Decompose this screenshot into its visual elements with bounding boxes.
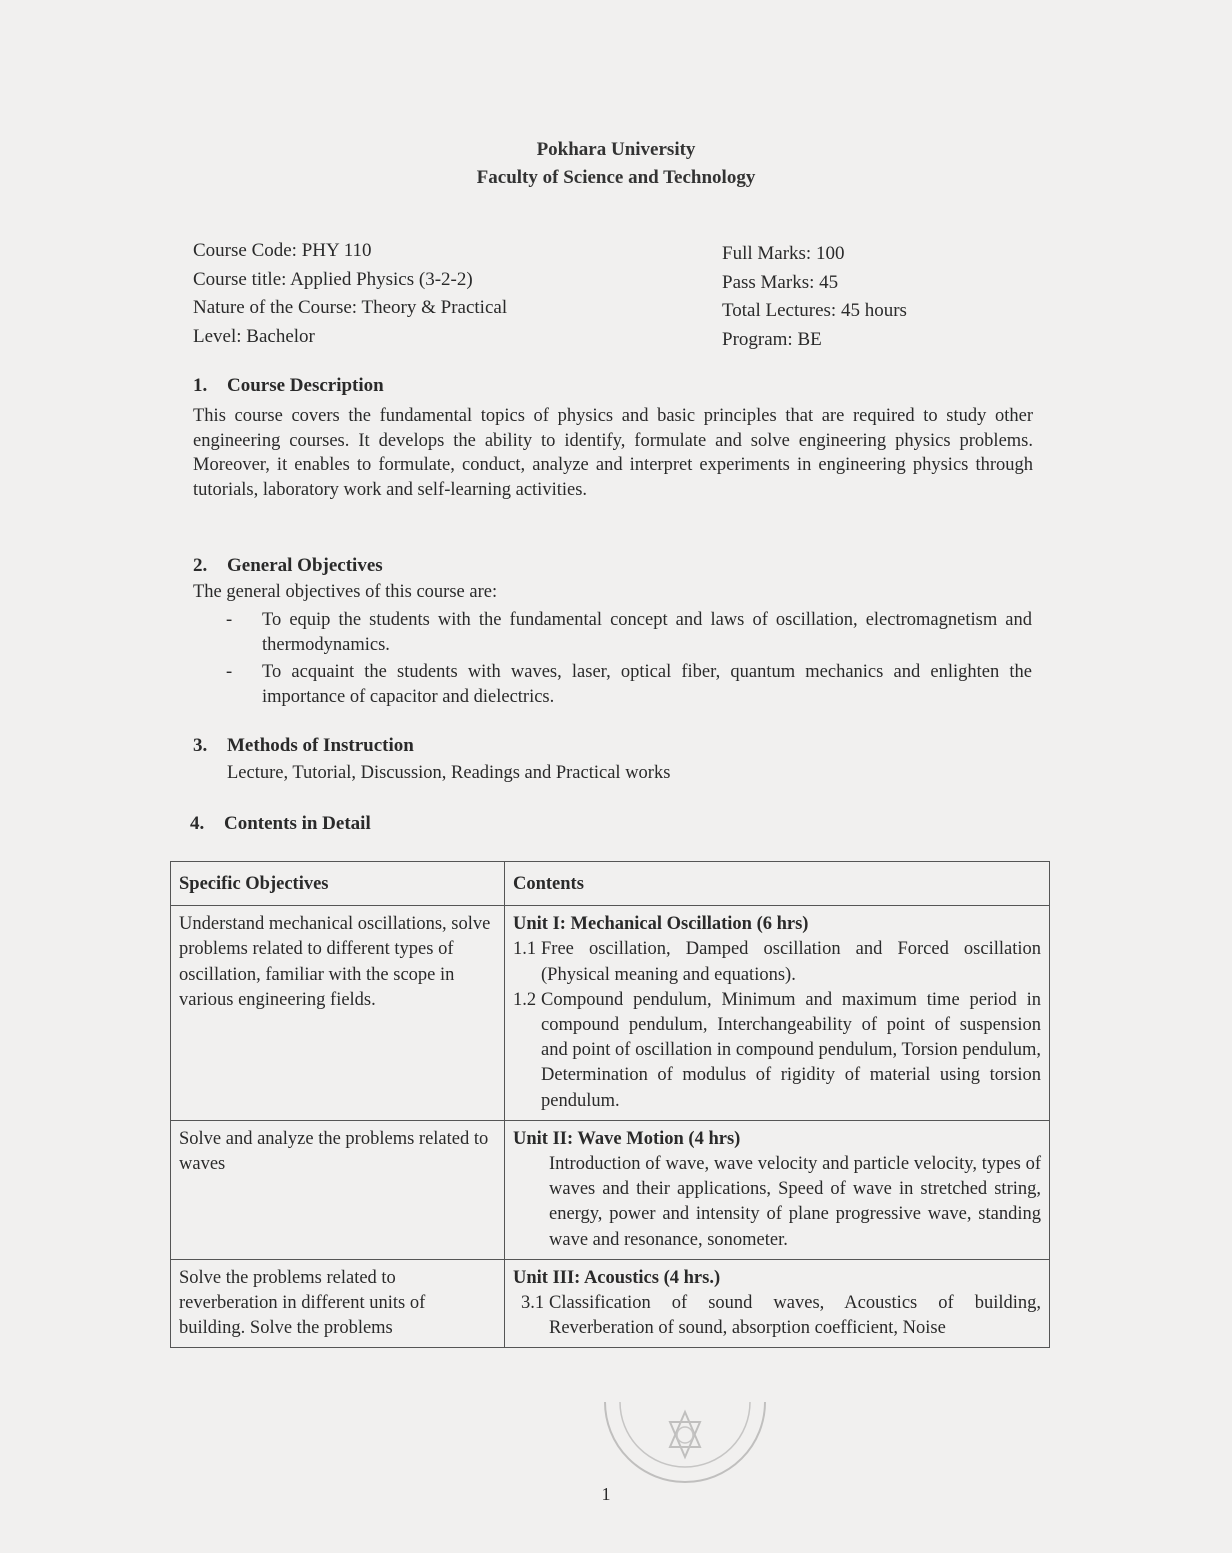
item-number: 1.1	[513, 939, 537, 960]
contents-cell	[505, 1120, 1050, 1259]
section-title: Course Description	[227, 375, 384, 396]
column-header-objectives: Specific Objectives	[171, 862, 505, 906]
section-number: 3.	[193, 735, 208, 756]
content-item	[513, 937, 1041, 987]
unit-title: Unit II: Wave Motion (4 hrs)	[513, 1128, 741, 1149]
item-text: Classification of sound waves, Acoustics of building, Reverberation of sound, absorption coefficient, Noise	[549, 1293, 1041, 1339]
content-item	[513, 988, 1041, 1114]
table-row	[171, 1259, 1050, 1348]
contents-table	[170, 861, 1050, 1348]
contents-cell	[505, 906, 1050, 1121]
item-number: 1.2	[513, 989, 537, 1010]
contents-heading	[190, 813, 371, 835]
section-number: 1.	[193, 375, 208, 396]
course-description-heading	[193, 375, 384, 397]
bullet-marker: -	[226, 610, 233, 630]
item-text: Free oscillation, Damped oscillation and Forced oscillation (Physical meaning and equations).	[541, 939, 1041, 985]
item-text: Compound pendulum, Minimum and maximum time period in compound pendulum, Interchangeability of point of suspension and point of oscillation in compound pendulum, Torsion pendulum, Determination of modulus of rigidity of material using torsion pendulum.	[541, 989, 1041, 1111]
table-row	[171, 906, 1050, 1121]
course-level: Level: Bachelor	[193, 325, 315, 347]
full-marks: Full Marks: 100	[722, 243, 845, 264]
objectives-list	[222, 608, 1032, 712]
general-objectives-heading	[193, 555, 383, 577]
section-number: 4.	[190, 813, 205, 834]
objective-text-content: Solve the problems related to reverberation in different units of building. Solve the problems	[179, 1267, 426, 1339]
document-header	[0, 136, 1232, 192]
unit-title: Unit I: Mechanical Oscillation (6 hrs)	[513, 914, 809, 935]
section-number: 2.	[193, 555, 208, 576]
table-header-row	[171, 862, 1050, 906]
university-name: Pokhara University	[536, 139, 696, 160]
methods-text: Lecture, Tutorial, Discussion, Readings and Practical works	[227, 763, 671, 783]
course-code: Course Code: PHY 110	[193, 240, 372, 261]
objective-text	[179, 1266, 496, 1339]
course-info-left	[193, 237, 507, 351]
content-item	[513, 1291, 1041, 1341]
course-nature: Nature of the Course: Theory & Practical	[193, 297, 508, 318]
total-lectures: Total Lectures: 45 hours	[722, 300, 907, 321]
unit-text: Introduction of wave, wave velocity and particle velocity, types of waves and their applications, Speed of wave in stretched string, energy, power and intensity of plane progressive wave, standing wave and resonance, sonometer.	[549, 1154, 1041, 1250]
course-title: Course title: Applied Physics (3-2-2)	[193, 268, 473, 290]
list-item	[222, 608, 1032, 657]
item-number: 3.1	[521, 1293, 545, 1314]
section-title: Methods of Instruction	[227, 735, 414, 756]
list-item	[222, 660, 1032, 709]
column-header-contents: Contents	[505, 862, 1050, 906]
page-number: 1	[601, 1484, 611, 1504]
faculty-name: Faculty of Science and Technology	[476, 167, 756, 188]
university-seal-stamp	[600, 1402, 770, 1482]
objective-cell: Solve and analyze the problems related to waves	[171, 1120, 505, 1259]
objective-text: To equip the students with the fundamental concept and laws of oscillation, electromagnetism and thermodynamics.	[262, 610, 1032, 655]
pass-marks: Pass Marks: 45	[722, 271, 839, 293]
objective-cell: Understand mechanical oscillations, solve problems related to different types of oscillation, familiar with the scope in various engineering fields.	[171, 906, 505, 1121]
bullet-marker: -	[226, 662, 233, 682]
course-description-text: This course covers the fundamental topics of physics and basic principles that are required to study other engineering courses. It develops the ability to identify, formulate and solve engineering physics problems. Moreover, it enables to formulate, conduct, analyze and interpret experiments in engineering physics through tutorials, laboratory work and self-learning activities.	[193, 406, 1033, 500]
methods-heading	[193, 735, 414, 757]
table-row	[171, 1120, 1050, 1259]
objective-cell	[171, 1259, 505, 1348]
objectives-intro: The general objectives of this course are:	[193, 582, 498, 602]
objective-text: To acquaint the students with waves, laser, optical fiber, quantum mechanics and enlighten the importance of capacitor and dielectrics.	[262, 662, 1032, 707]
section-title: General Objectives	[227, 555, 383, 576]
program: Program: BE	[722, 328, 822, 350]
unit-title: Unit III: Acoustics (4 hrs.)	[513, 1267, 721, 1288]
section-title: Contents in Detail	[224, 813, 371, 834]
contents-cell	[505, 1259, 1050, 1348]
course-info-right	[722, 240, 907, 354]
